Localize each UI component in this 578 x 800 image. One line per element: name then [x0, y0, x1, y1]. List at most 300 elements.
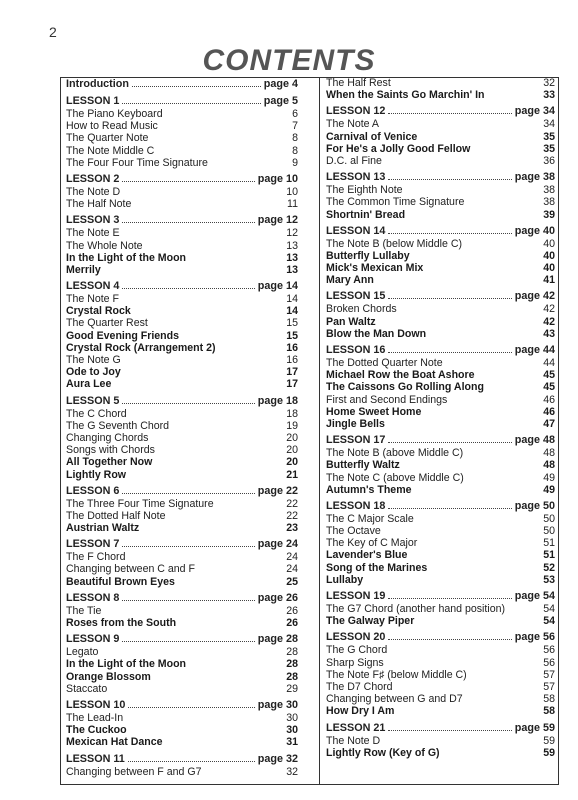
entry-page: 15	[286, 317, 298, 330]
entry-title: The G7 Chord (another hand position)	[326, 603, 506, 615]
leader-dots	[211, 158, 289, 166]
leader-dots	[420, 132, 540, 140]
entry-page: 6	[292, 108, 298, 120]
entry-title: Beautiful Brown Eyes	[66, 575, 175, 588]
leader-dots	[387, 658, 540, 666]
toc-topic-entry	[66, 563, 298, 575]
leader-dots	[126, 713, 283, 721]
toc-right-column	[326, 77, 555, 759]
entry-page: 44	[543, 357, 555, 369]
entry-page: 34	[543, 118, 555, 131]
entry-title: LESSON 21	[326, 721, 386, 734]
toc-topic-entry	[66, 317, 298, 329]
entry-page: 23	[286, 522, 298, 535]
entry-title: Lightly Row	[66, 468, 127, 481]
leader-dots	[122, 280, 254, 289]
leader-dots	[198, 564, 283, 572]
leader-dots	[114, 379, 283, 387]
toc-topic-entry	[326, 525, 555, 537]
leader-dots	[388, 105, 511, 114]
leader-dots	[122, 633, 254, 642]
entry-page: page 5	[263, 95, 298, 107]
toc-lesson-entry	[326, 289, 555, 303]
page-title: CONTENTS	[202, 44, 376, 77]
entry-page: 22	[286, 509, 298, 522]
toc-topic-entry	[326, 603, 555, 615]
entry-title: LESSON 19	[326, 590, 386, 602]
entry-page: page 50	[514, 499, 555, 512]
leader-dots	[151, 433, 283, 441]
leader-dots	[388, 290, 511, 299]
entry-title: LESSON 5	[66, 394, 120, 407]
entry-page: page 26	[257, 591, 298, 604]
entry-page: page 10	[257, 172, 298, 185]
toc-topic-entry	[326, 394, 555, 406]
toc-topic-entry	[66, 132, 298, 144]
leader-dots	[128, 699, 254, 708]
entry-page: 20	[286, 456, 298, 469]
toc-topic-entry	[66, 712, 298, 724]
leader-dots	[122, 538, 254, 547]
entry-title: LESSON 1	[66, 95, 120, 107]
toc-lesson-entry	[66, 213, 298, 227]
entry-page: 29	[286, 682, 298, 695]
entry-title: Changing between C and F	[66, 563, 195, 576]
entry-page: 20	[286, 431, 298, 444]
leader-dots	[204, 767, 283, 775]
toc-lesson-entry	[326, 630, 555, 644]
toc-song-entry	[326, 250, 555, 262]
entry-page: 33	[543, 89, 555, 102]
toc-topic-entry	[66, 766, 298, 778]
entry-page: page 34	[514, 105, 555, 118]
entry-page: 45	[543, 369, 555, 382]
entry-title: LESSON 18	[326, 499, 386, 512]
leader-dots	[465, 239, 540, 247]
entry-page: 8	[292, 132, 298, 145]
entry-title: Changing between G and D7	[326, 693, 463, 706]
entry-page: 42	[543, 303, 555, 316]
entry-page: 28	[286, 670, 298, 683]
entry-title: Sharp Signs	[326, 656, 384, 669]
entry-title: Changing between F and G7	[66, 765, 202, 778]
toc-lesson-entry	[326, 721, 555, 735]
entry-title: The Piano Keyboard	[66, 108, 163, 120]
entry-page: 13	[286, 263, 298, 276]
leader-dots	[487, 382, 540, 390]
leader-dots	[408, 210, 540, 218]
entry-title: LESSON 15	[326, 290, 386, 303]
entry-page: 11	[287, 198, 298, 211]
toc-lesson-entry	[66, 484, 298, 498]
entry-page: 56	[543, 656, 555, 669]
toc-lesson-entry	[326, 343, 555, 357]
entry-title: The D7 Chord	[326, 680, 393, 693]
leader-dots	[122, 214, 254, 223]
leader-dots	[388, 225, 511, 234]
toc-topic-entry	[326, 303, 555, 315]
entry-page: page 18	[257, 394, 298, 407]
toc-lesson-entry	[326, 499, 555, 513]
entry-title: For He's a Jolly Good Fellow	[326, 142, 471, 155]
entry-page: 32	[286, 765, 298, 778]
leader-dots	[189, 659, 283, 667]
leader-dots	[424, 407, 540, 415]
toc-song-entry	[326, 209, 555, 221]
column-divider	[319, 77, 320, 785]
entry-title: The Lead-In	[66, 711, 124, 724]
entry-page: 16	[286, 354, 298, 366]
entry-page: page 12	[257, 214, 298, 227]
entry-page: page 38	[514, 171, 555, 184]
toc-topic-entry	[66, 120, 298, 132]
leader-dots	[415, 485, 541, 493]
entry-page: 26	[286, 604, 298, 617]
toc-song-entry	[326, 562, 555, 574]
entry-page: 51	[543, 537, 555, 550]
entry-page: 48	[543, 459, 555, 472]
entry-title: Legato	[66, 646, 99, 659]
entry-title: In the Light of the Moon	[66, 251, 187, 264]
entry-page: page 28	[257, 633, 298, 646]
entry-page: 7	[292, 120, 298, 133]
entry-page: 53	[543, 573, 555, 586]
toc-song-entry	[66, 366, 298, 378]
entry-page: 14	[286, 305, 298, 318]
leader-dots	[169, 511, 284, 519]
entry-page: 57	[543, 668, 555, 681]
entry-page: 32	[543, 77, 555, 89]
entry-title: D.C. al Fine	[326, 154, 382, 167]
leader-dots	[134, 306, 283, 314]
entry-title: LESSON 20	[326, 631, 386, 644]
leader-dots	[466, 448, 540, 456]
entry-title: Introduction	[66, 78, 129, 90]
toc-topic-entry	[66, 444, 298, 456]
toc-lesson-entry	[66, 279, 298, 293]
entry-page: 35	[543, 130, 555, 143]
entry-title: LESSON 8	[66, 591, 120, 604]
entry-page: 26	[286, 617, 298, 629]
leader-dots	[124, 367, 283, 375]
leader-dots	[129, 470, 283, 478]
entry-page: 28	[286, 658, 298, 671]
leader-dots	[124, 355, 283, 363]
entry-title: The Eighth Note	[326, 184, 403, 197]
leader-dots	[146, 241, 284, 249]
leader-dots	[189, 253, 283, 261]
toc-lesson-entry	[66, 394, 298, 408]
leader-dots	[396, 682, 541, 690]
leader-dots	[406, 185, 541, 193]
entry-title: Song of the Marines	[326, 561, 428, 574]
entry-page: 36	[543, 154, 555, 167]
toc-song-entry	[326, 747, 555, 759]
entry-page: 42	[543, 315, 555, 328]
entry-title: Crystal Rock (Arrangement 2)	[66, 341, 216, 354]
leader-dots	[130, 725, 284, 733]
leader-dots	[132, 78, 261, 87]
leader-dots	[397, 706, 540, 714]
leader-dots	[394, 78, 540, 86]
leader-dots	[122, 395, 254, 404]
entry-title: The Note B (above Middle C)	[326, 447, 464, 460]
leader-dots	[410, 550, 540, 558]
entry-title: Roses from the South	[66, 617, 177, 629]
entry-page: 49	[543, 471, 555, 484]
leader-dots	[388, 344, 511, 353]
leader-dots	[417, 616, 540, 624]
toc-song-entry	[326, 89, 555, 101]
entry-page: 35	[543, 142, 555, 155]
entry-page: 15	[286, 329, 298, 342]
entry-title: The Quarter Rest	[66, 317, 148, 330]
leader-dots	[377, 275, 540, 283]
toc-topic-entry	[326, 238, 555, 250]
toc-topic-entry	[326, 118, 555, 130]
entry-page: page 14	[257, 280, 298, 293]
entry-title: Butterfly Lullaby	[326, 249, 410, 262]
entry-title: Ode to Joy	[66, 366, 121, 379]
entry-title: Changing Chords	[66, 431, 149, 444]
entry-title: LESSON 3	[66, 214, 120, 227]
entry-page: 38	[543, 184, 555, 197]
entry-title: The Key of C Major	[326, 537, 418, 550]
leader-dots	[388, 171, 511, 180]
leader-dots	[151, 133, 289, 141]
leader-dots	[122, 485, 254, 494]
toc-song-entry	[326, 316, 555, 328]
leader-dots	[166, 109, 290, 117]
leader-dots	[388, 722, 511, 731]
entry-page: 13	[286, 251, 298, 264]
toc-topic-entry	[66, 646, 298, 658]
entry-page: page 44	[514, 344, 555, 356]
entry-title: The Galway Piper	[326, 615, 415, 628]
entry-title: Carnival of Venice	[326, 130, 418, 143]
leader-dots	[155, 457, 283, 465]
entry-title: Butterfly Waltz	[326, 459, 400, 472]
leader-dots	[400, 304, 541, 312]
leader-dots	[130, 409, 284, 417]
entry-title: Songs with Chords	[66, 444, 155, 457]
toc-song-entry	[326, 143, 555, 155]
entry-page: 43	[543, 327, 555, 340]
entry-page: 54	[543, 615, 555, 628]
entry-page: page 32	[257, 752, 298, 765]
toc-topic-entry	[66, 683, 298, 695]
leader-dots	[417, 514, 540, 522]
entry-title: The Half Note	[66, 198, 132, 211]
leader-dots	[122, 592, 254, 601]
toc-topic-entry	[326, 196, 555, 208]
entry-page: 48	[543, 447, 555, 460]
leader-dots	[388, 631, 511, 640]
entry-title: The Dotted Quarter Note	[326, 357, 443, 369]
leader-dots	[478, 370, 541, 378]
entry-title: Lightly Row (Key of G)	[326, 746, 440, 759]
leader-dots	[161, 121, 289, 129]
toc-song-entry	[66, 378, 298, 390]
entry-title: The Note C (above Middle C)	[326, 471, 464, 484]
entry-title: Lullaby	[326, 573, 364, 586]
entry-title: The Four Four Time Signature	[66, 156, 208, 169]
entry-title: Shortnin' Bread	[326, 208, 406, 221]
leader-dots	[122, 294, 283, 302]
toc-song-entry	[326, 131, 555, 143]
entry-page: 20	[286, 444, 298, 457]
toc-song-entry	[66, 724, 298, 736]
leader-dots	[488, 90, 541, 98]
entry-page: 24	[286, 551, 298, 564]
toc-song-entry	[326, 459, 555, 471]
entry-page: 40	[543, 249, 555, 262]
toc-topic-entry	[66, 198, 298, 210]
entry-title: The Note F	[66, 293, 119, 306]
entry-page: 30	[286, 711, 298, 724]
toc-topic-entry	[66, 186, 298, 198]
leader-dots	[385, 156, 540, 164]
toc-topic-entry	[326, 681, 555, 693]
leader-dots	[158, 445, 283, 453]
entry-page: 49	[543, 483, 555, 496]
toc-topic-entry	[326, 669, 555, 681]
toc-topic-entry	[66, 157, 298, 169]
toc-song-entry	[66, 456, 298, 468]
entry-title: The Quarter Note	[66, 132, 149, 145]
leader-dots	[388, 500, 511, 509]
entry-page: page 56	[514, 631, 555, 644]
toc-song-entry	[326, 274, 555, 286]
toc-song-entry	[66, 522, 298, 534]
toc-topic-entry	[66, 432, 298, 444]
toc-topic-entry	[66, 145, 298, 157]
leader-dots	[122, 95, 260, 104]
page-number: 2	[49, 24, 57, 40]
leader-dots	[134, 199, 284, 207]
toc-song-entry	[326, 406, 555, 418]
entry-page: 8	[292, 144, 298, 157]
entry-title: The Whole Note	[66, 239, 143, 252]
entry-title: The Three Four Time Signature	[66, 497, 214, 510]
toc-song-entry	[326, 705, 555, 717]
entry-title: Michael Row the Boat Ashore	[326, 369, 475, 382]
entry-title: Merrily	[66, 263, 101, 276]
toc-song-entry	[66, 264, 298, 276]
toc-song-entry	[66, 617, 298, 629]
toc-topic-entry	[66, 498, 298, 510]
entry-title: The Dotted Half Note	[66, 509, 166, 522]
entry-page: 13	[286, 239, 298, 252]
entry-title: The Note G	[66, 354, 121, 366]
leader-dots	[217, 499, 284, 507]
entry-page: page 4	[263, 78, 298, 90]
leader-dots	[142, 523, 283, 531]
toc-song-entry	[326, 574, 555, 586]
entry-page: 54	[543, 603, 555, 615]
entry-title: Broken Chords	[326, 303, 397, 316]
leader-dots	[123, 187, 283, 195]
entry-title: The Cuckoo	[66, 724, 127, 737]
entry-page: 38	[543, 196, 555, 209]
entry-page: 52	[543, 561, 555, 574]
entry-title: LESSON 4	[66, 280, 120, 293]
leader-dots	[430, 563, 540, 571]
leader-dots	[508, 604, 540, 612]
entry-page: 58	[543, 705, 555, 718]
leader-dots	[388, 434, 511, 443]
entry-title: How to Read Music	[66, 120, 158, 133]
leader-dots	[379, 317, 541, 325]
entry-title: The Note B (below Middle C)	[326, 237, 463, 250]
entry-page: page 40	[514, 224, 555, 237]
toc-topic-entry	[326, 155, 555, 167]
toc-lesson-entry	[326, 224, 555, 238]
toc-topic-entry	[326, 644, 555, 656]
toc-topic-entry	[326, 184, 555, 196]
entry-page: 58	[543, 693, 555, 706]
entry-title: The F Chord	[66, 551, 126, 564]
entry-title: LESSON 12	[326, 105, 386, 118]
toc-song-entry	[326, 262, 555, 274]
entry-title: All Together Now	[66, 456, 153, 469]
leader-dots	[473, 144, 540, 152]
leader-dots	[467, 473, 540, 481]
entry-page: page 24	[257, 538, 298, 551]
leader-dots	[219, 343, 284, 351]
toc-left-column	[66, 77, 298, 778]
entry-page: 10	[286, 185, 298, 198]
leader-dots	[390, 645, 540, 653]
toc-topic-entry	[326, 513, 555, 525]
leader-dots	[110, 684, 283, 692]
entry-title: Mary Ann	[326, 274, 374, 287]
toc-song-entry	[326, 381, 555, 393]
toc-song-entry	[66, 671, 298, 683]
toc-topic-entry	[66, 408, 298, 420]
toc-topic-entry	[66, 551, 298, 563]
entry-title: Mick's Mexican Mix	[326, 262, 424, 275]
entry-title: The C Major Scale	[326, 512, 414, 525]
toc-topic-entry	[326, 537, 555, 549]
entry-page: 50	[543, 525, 555, 538]
entry-title: The Note E	[66, 227, 120, 240]
leader-dots	[466, 694, 541, 702]
entry-page: 22	[286, 497, 298, 510]
toc-lesson-entry	[66, 698, 298, 712]
entry-title: The Caissons Go Rolling Along	[326, 381, 484, 394]
entry-title: The Tie	[66, 604, 102, 617]
entry-page: 59	[543, 734, 555, 747]
entry-title: The G Seventh Chord	[66, 419, 170, 432]
entry-title: The Half Rest	[326, 77, 391, 89]
toc-song-entry	[66, 330, 298, 342]
toc-lesson-entry	[66, 632, 298, 646]
entry-title: LESSON 11	[66, 752, 125, 765]
entry-title: LESSON 9	[66, 633, 120, 646]
toc-lesson-entry	[326, 170, 555, 184]
entry-title: Austrian Waltz	[66, 522, 140, 535]
leader-dots	[450, 395, 540, 403]
entry-page: 24	[286, 563, 298, 576]
toc-lesson-entry	[66, 94, 298, 108]
toc-topic-entry	[326, 735, 555, 747]
toc-song-entry	[66, 305, 298, 317]
toc-song-entry	[326, 484, 555, 496]
entry-title: Aura Lee	[66, 378, 112, 391]
toc-topic-entry	[66, 605, 298, 617]
entry-page: page 54	[514, 590, 555, 602]
